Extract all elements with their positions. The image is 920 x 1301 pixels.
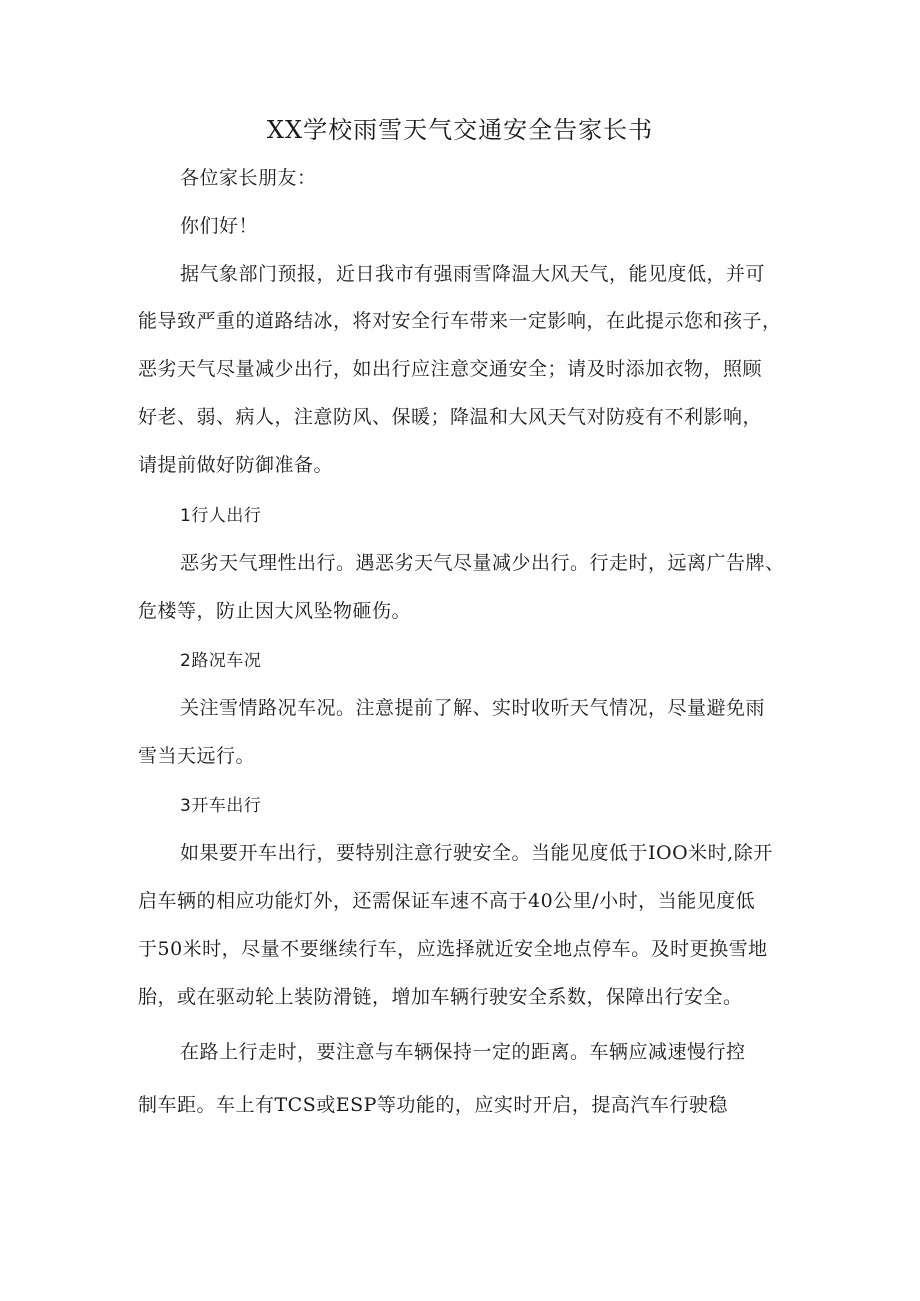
document-title: XX学校雨雪天气交通安全告家长书 (266, 116, 654, 144)
section-line: 如果要开车出行，要特别注意行驶安全。当能见度低于IOO米时,除开 (180, 842, 773, 864)
intro-line: 能导致严重的道路结冰，将对安全行车带来一定影响，在此提示您和孩子， (138, 310, 782, 332)
greeting: 你们好！ (180, 215, 259, 237)
intro-line: 据气象部门预报，近日我市有强雨雪降温大风天气，能见度低，并可 (180, 263, 766, 285)
salutation: 各位家长朋友： (180, 167, 317, 189)
section-line: 制车距。车上有TCS或ESP等功能的，应实时开启，提高汽车行驶稳 (138, 1094, 728, 1116)
section-line: 关注雪情路况车况。注意提前了解、实时收听天气情况，尽量避免雨 (180, 697, 766, 719)
section-line: 胎，或在驱动轮上装防滑链，增加车辆行驶安全系数，保障出行安全。 (138, 986, 743, 1008)
intro-line: 恶劣天气尽量减少出行，如出行应注意交通安全；请及时添加衣物，照顾 (138, 358, 763, 380)
section-line: 于50米时，尽量不要继续行车，应选择就近安全地点停车。及时更换雪地 (138, 938, 768, 960)
intro-line: 好老、弱、病人，注意防风、保暖；降温和大风天气对防疫有不利影响， (138, 406, 763, 428)
intro-line: 请提前做好防御准备。 (138, 454, 334, 476)
section-line: 雪当天远行。 (138, 745, 256, 767)
section-line: 危楼等，防止因大风坠物砸伤。 (138, 600, 412, 622)
section-heading-pedestrian: 1行人出行 (180, 506, 262, 526)
section-line: 在路上行走时，要注意与车辆保持一定的距离。车辆应减速慢行控 (180, 1041, 746, 1063)
section-heading-driving: 3开车出行 (180, 796, 262, 816)
section-line: 启车辆的相应功能灯外，还需保证车速不高于40公里/小时，当能见度低 (138, 890, 756, 912)
section-line: 恶劣天气理性出行。遇恶劣天气尽量减少出行。行走时，远离广告牌、 (180, 552, 785, 574)
section-heading-road: 2路况车况 (180, 651, 262, 671)
